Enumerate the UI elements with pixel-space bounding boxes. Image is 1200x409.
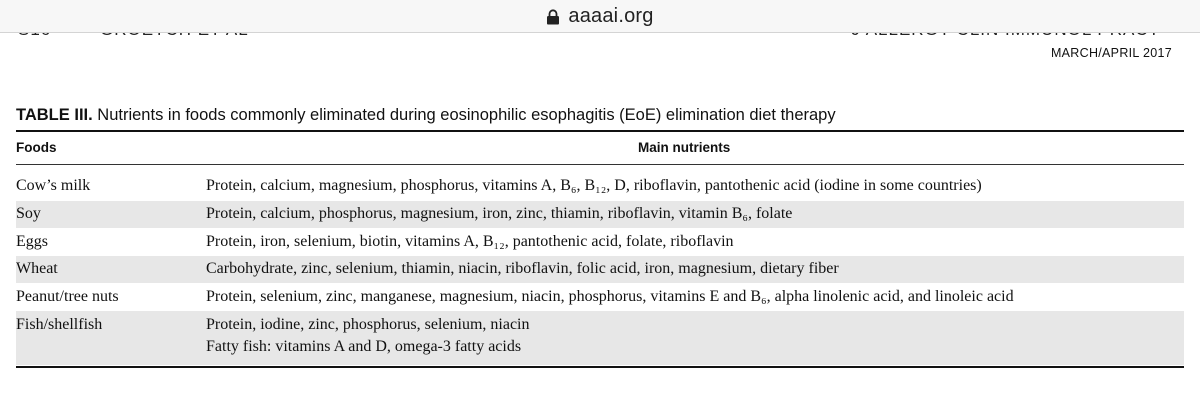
nutrients-cell-line2: Fatty fish: vitamins A and D, omega-3 fatty acids bbox=[206, 338, 522, 355]
address-bar[interactable] bbox=[0, 0, 1200, 33]
table-label: TABLE III. bbox=[16, 106, 93, 124]
table-bottom-rule bbox=[16, 366, 1184, 368]
nutrients-cell: Protein, iron, selenium, biotin, vitamins A, B₁₂, pantothenic acid, folate, riboflavin bbox=[206, 233, 734, 250]
food-cell: Wheat bbox=[16, 260, 58, 277]
nutrients-cell: Protein, calcium, phosphorus, magnesium, iron, zinc, thiamin, riboflavin, vitamin B₆, folate bbox=[206, 205, 793, 222]
header-main-nutrients: Main nutrients bbox=[638, 140, 731, 155]
nutrients-cell: Carbohydrate, zinc, selenium, thiamin, niacin, riboflavin, folic acid, iron, magnesium, dietary fiber bbox=[206, 260, 839, 277]
url-domain: aaaai.org bbox=[568, 4, 654, 27]
food-cell: Eggs bbox=[16, 233, 48, 250]
table-title: Nutrients in foods commonly eliminated during eosinophilic esophagitis (EoE) elimination diet therapy bbox=[97, 106, 836, 124]
nutrients-cell: Protein, calcium, magnesium, phosphorus, vitamins A, B₆, B₁₂, D, riboflavin, pantothenic acid (iodine in some countries) bbox=[206, 177, 982, 194]
nutrients-cell: Protein, iodine, zinc, phosphorus, selenium, niacin bbox=[206, 316, 530, 333]
lock-icon bbox=[546, 9, 560, 25]
table-top-rule bbox=[16, 130, 1184, 132]
food-cell: Soy bbox=[16, 205, 41, 222]
nutrients-cell: Protein, selenium, zinc, manganese, magnesium, niacin, phosphorus, vitamins E and B₆, alpha linolenic acid, and linoleic acid bbox=[206, 288, 1014, 305]
food-cell: Fish/shellfish bbox=[16, 316, 103, 333]
food-cell: Peanut/tree nuts bbox=[16, 288, 119, 305]
table-caption bbox=[16, 106, 836, 125]
row-band bbox=[16, 311, 1184, 365]
header-foods: Foods bbox=[16, 140, 57, 155]
header-rule bbox=[16, 164, 1184, 165]
food-cell: Cow’s milk bbox=[16, 177, 91, 194]
issue-date: MARCH/APRIL 2017 bbox=[1050, 46, 1172, 60]
